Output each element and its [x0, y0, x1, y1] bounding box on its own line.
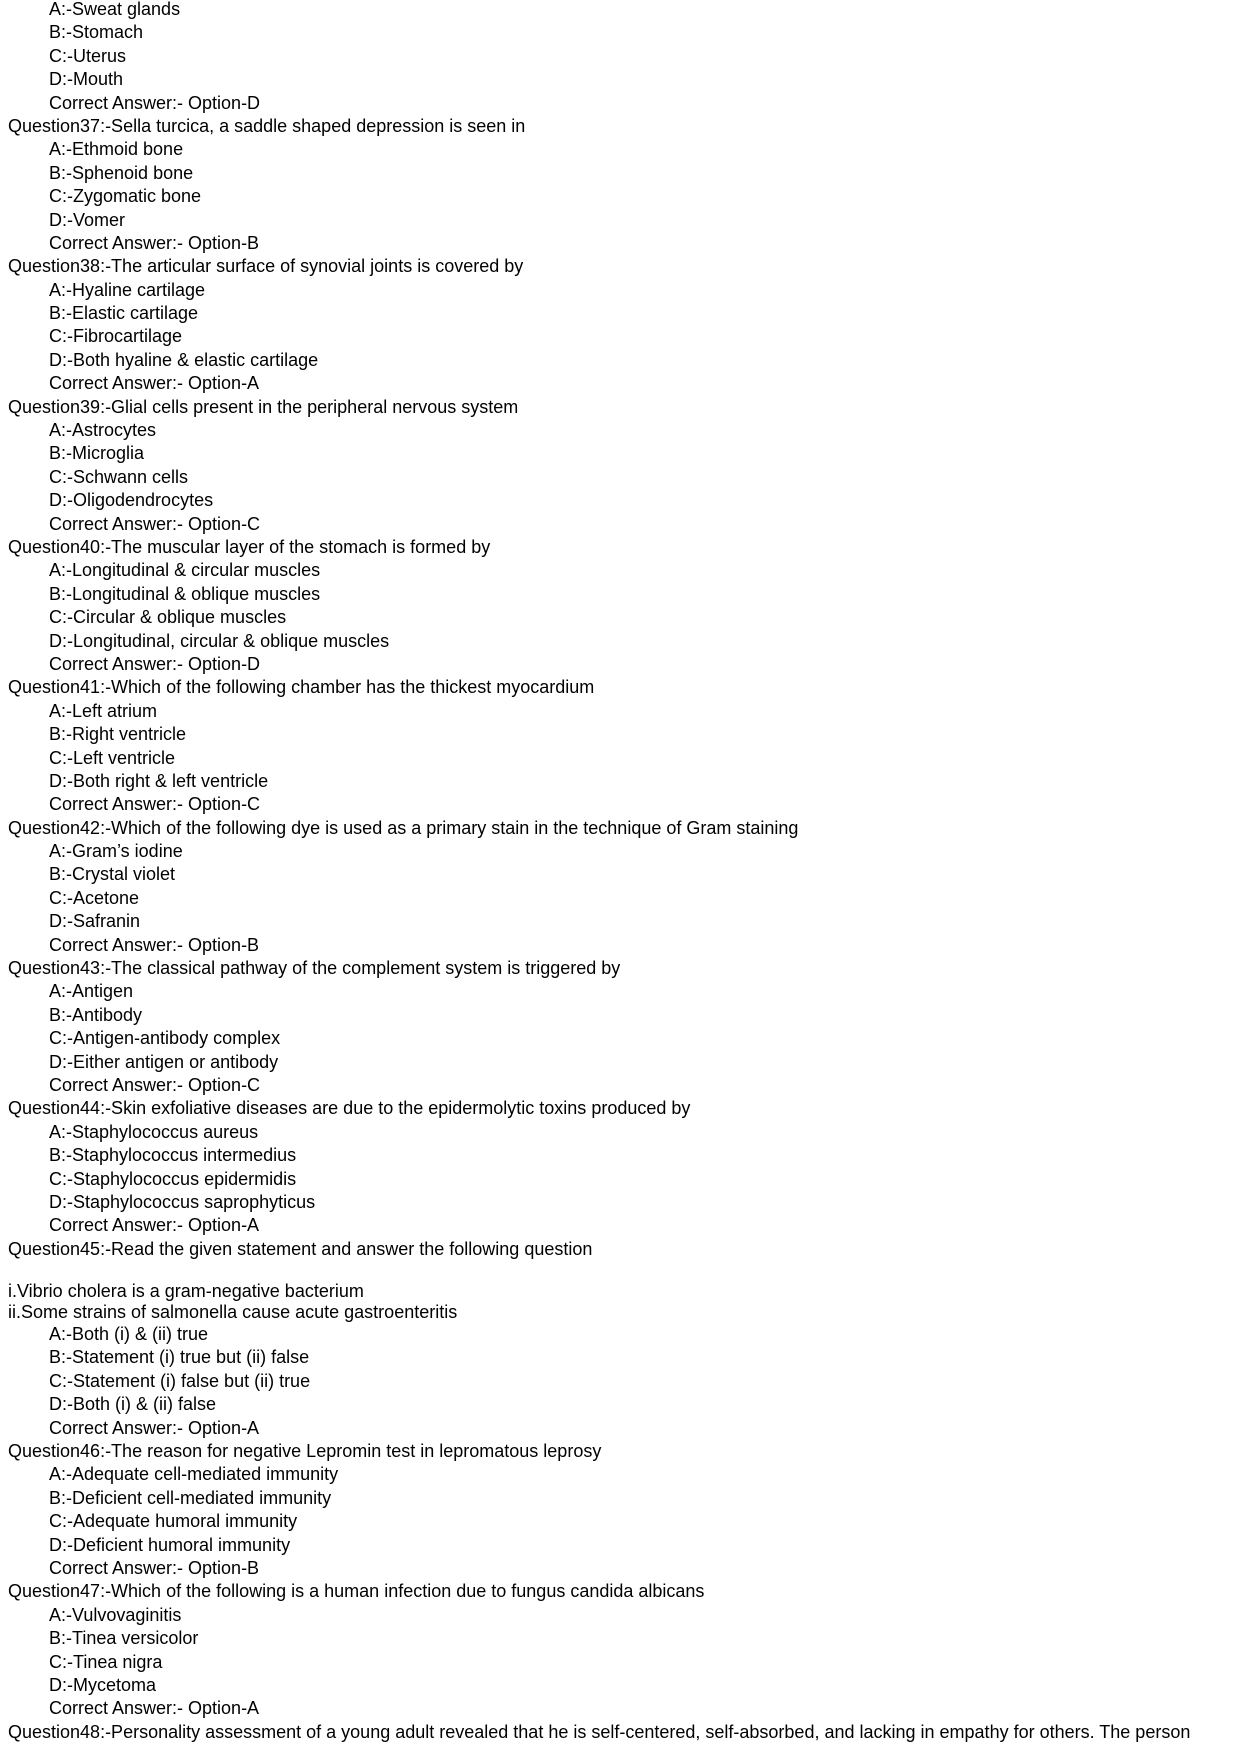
option-d: D:-Deficient humoral immunity [49, 1534, 291, 1555]
option-d: D:-Both right & left ventricle [49, 770, 269, 791]
question-block [0, 536, 1240, 676]
option-c: C:-Adequate humoral immunity [49, 1511, 298, 1532]
correct-answer: Correct Answer:- Option-C [49, 794, 261, 815]
correct-answer: Correct Answer:- Option-A [49, 1215, 260, 1236]
question-block [0, 115, 1240, 255]
option-b: B:-Tinea versicolor [49, 1628, 199, 1649]
question-block [0, 1238, 1240, 1440]
question-block [0, 0, 1240, 115]
option-b: B:-Deficient cell-mediated immunity [49, 1487, 332, 1508]
statement-ii: ii.Some strains of salmonella cause acute gastroenteritis [8, 1302, 458, 1323]
option-a: A:-Staphylococcus aureus [49, 1121, 259, 1142]
option-d: D:-Oligodendrocytes [49, 490, 214, 511]
correct-answer: Correct Answer:- Option-A [49, 373, 260, 394]
question-text: Question43:-The classical pathway of the complement system is triggered by [8, 958, 621, 979]
question-text: Question39:-Glial cells present in the peripheral nervous system [8, 396, 519, 417]
option-d: D:-Mycetoma [49, 1674, 157, 1695]
option-c: C:-Acetone [49, 887, 140, 908]
option-c: C:-Left ventricle [49, 747, 176, 768]
question-text: Question37:-Sella turcica, a saddle shaped depression is seen in [8, 115, 526, 136]
option-a: A:-Ethmoid bone [49, 139, 184, 160]
option-d: D:-Vomer [49, 209, 126, 230]
correct-answer: Correct Answer:- Option-B [49, 934, 260, 955]
option-c: C:-Zygomatic bone [49, 186, 202, 207]
option-b: B:-Elastic cartilage [49, 303, 199, 324]
question-block [0, 1580, 1240, 1720]
correct-answer: Correct Answer:- Option-C [49, 1074, 261, 1095]
question-text: Question47:-Which of the following is a human infection due to fungus candida albicans [8, 1581, 705, 1602]
option-c: C:-Statement (i) false but (ii) true [49, 1370, 311, 1391]
option-a: A:-Vulvovaginitis [49, 1604, 182, 1625]
question-text: Question45:-Read the given statement and answer the following question [8, 1238, 593, 1259]
option-d: D:-Safranin [49, 911, 141, 932]
question-text: Question38:-The articular surface of synovial joints is covered by [8, 256, 524, 277]
option-b: B:-Crystal violet [49, 864, 176, 885]
question-text: Question46:-The reason for negative Lepromin test in lepromatous leprosy [8, 1441, 602, 1462]
option-d: D:-Both hyaline & elastic cartilage [49, 349, 319, 370]
option-d: D:-Both (i) & (ii) false [49, 1394, 217, 1415]
option-c: C:-Antigen-antibody complex [49, 1028, 281, 1049]
option-b: B:-Microglia [49, 443, 145, 464]
option-b: B:-Statement (i) true but (ii) false [49, 1347, 310, 1368]
question-block [0, 255, 1240, 395]
question-text: Question48:-Personality assessment of a young adult revealed that he is self-centered, self-absorbed, and lacking in empathy for others. The person [8, 1721, 1191, 1742]
correct-answer: Correct Answer:- Option-B [49, 232, 260, 253]
correct-answer: Correct Answer:- Option-B [49, 1558, 260, 1578]
option-d: D:-Either antigen or antibody [49, 1051, 279, 1072]
question-text: Question42:-Which of the following dye is used as a primary stain in the technique of Gram staining [8, 817, 799, 838]
question-block [0, 676, 1240, 816]
blank-spacer [0, 1261, 1240, 1281]
question-text: Question40:-The muscular layer of the stomach is formed by [8, 536, 491, 557]
option-a: A:-Adequate cell-mediated immunity [49, 1464, 339, 1485]
question-block [0, 1440, 1240, 1580]
option-c: C:-Fibrocartilage [49, 326, 183, 347]
option-d: D:-Mouth [49, 69, 124, 90]
option-a: A:-Astrocytes [49, 420, 157, 441]
option-a: A:-Sweat glands [49, 0, 181, 19]
question-text: Question41:-Which of the following chamber has the thickest myocardium [8, 677, 595, 698]
question-block [0, 957, 1240, 1097]
option-a: A:-Gram’s iodine [49, 841, 183, 862]
option-d: D:-Longitudinal, circular & oblique muscles [49, 630, 390, 651]
option-b: B:-Stomach [49, 22, 144, 43]
option-b: B:-Longitudinal & oblique muscles [49, 583, 321, 604]
question-block [0, 1721, 1240, 1744]
option-a: A:-Left atrium [49, 700, 158, 721]
question-text: Question44:-Skin exfoliative diseases are due to the epidermolytic toxins produced by [8, 1098, 691, 1119]
option-c: C:-Schwann cells [49, 466, 189, 487]
option-b: B:-Staphylococcus intermedius [49, 1145, 297, 1166]
option-b: B:-Sphenoid bone [49, 162, 194, 183]
option-c: C:-Tinea nigra [49, 1651, 163, 1672]
question-block [0, 817, 1240, 957]
question-block [0, 396, 1240, 536]
correct-answer: Correct Answer:- Option-A [49, 1698, 260, 1719]
option-c: C:-Uterus [49, 45, 127, 66]
option-c: C:-Circular & oblique muscles [49, 607, 287, 628]
question-block [0, 1097, 1240, 1237]
option-a: A:-Longitudinal & circular muscles [49, 560, 321, 581]
option-d: D:-Staphylococcus saprophyticus [49, 1191, 316, 1212]
option-a: A:-Antigen [49, 981, 134, 1002]
option-a: A:-Hyaline cartilage [49, 279, 206, 300]
correct-answer: Correct Answer:- Option-A [49, 1417, 260, 1438]
statement-i: i.Vibrio cholera is a gram-negative bacterium [8, 1281, 364, 1302]
option-c: C:-Staphylococcus epidermidis [49, 1168, 297, 1189]
option-b: B:-Antibody [49, 1004, 143, 1025]
correct-answer: Correct Answer:- Option-D [49, 92, 261, 113]
correct-answer: Correct Answer:- Option-C [49, 513, 261, 534]
option-a: A:-Both (i) & (ii) true [49, 1324, 209, 1345]
correct-answer: Correct Answer:- Option-D [49, 653, 261, 674]
option-b: B:-Right ventricle [49, 724, 187, 745]
